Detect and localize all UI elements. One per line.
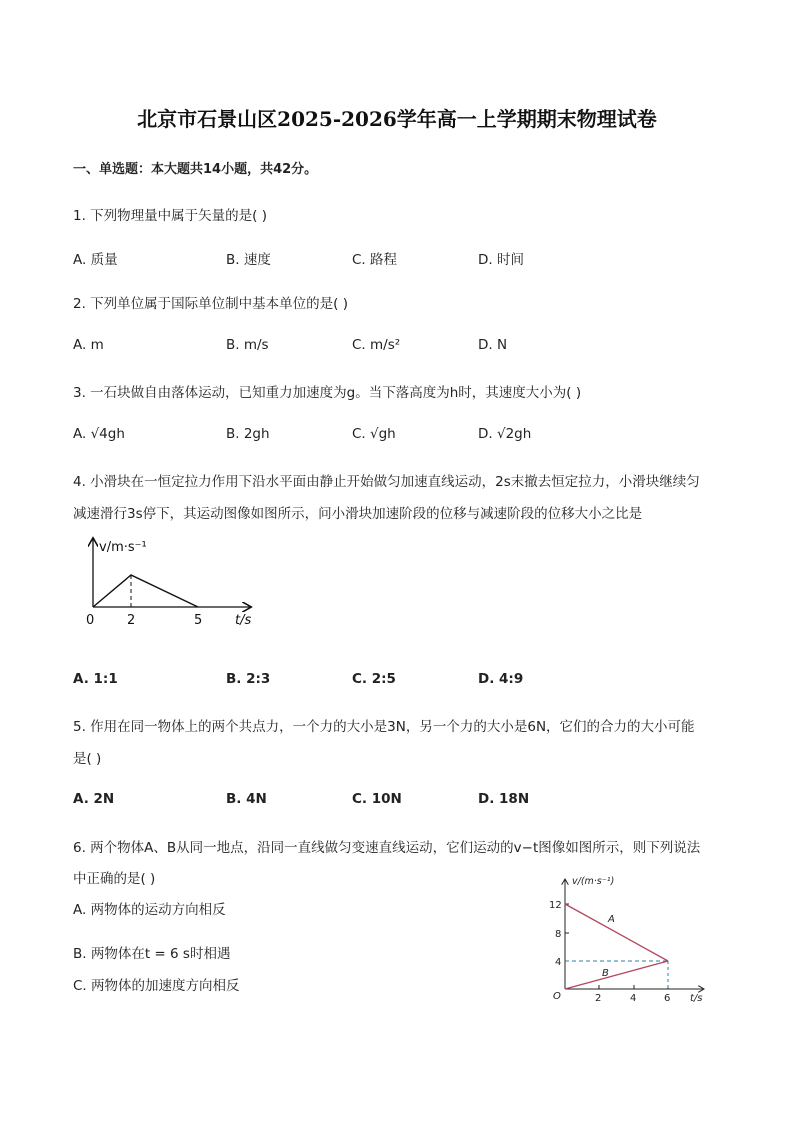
q4-velocity-line bbox=[93, 575, 198, 607]
q4-y-label: v/m·s⁻¹ bbox=[99, 540, 147, 555]
q6-label-a: A bbox=[608, 914, 615, 925]
question-2-stem: 2. 下列单位属于国际单位制中基本单位的是( ) bbox=[73, 296, 348, 312]
q6-xtick-label-6: 6 bbox=[664, 993, 671, 1004]
section-heading: 一、单选题：本大题共14小题，共42分。 bbox=[73, 162, 318, 177]
question-5-stem-line1: 5. 作用在同一物体上的两个共点力，一个力的大小是3N，另一个力的大小是6N，它们的合力的大小可能 bbox=[73, 719, 695, 735]
q6-line-b bbox=[565, 961, 668, 989]
q4-tick-label-2: 2 bbox=[127, 613, 136, 628]
q4-option-c[interactable]: C. 2:5 bbox=[352, 671, 396, 687]
question-5-stem-line2: 是( ) bbox=[73, 751, 102, 767]
q1-option-d[interactable]: D. 时间 bbox=[478, 252, 524, 268]
q4-origin-label: 0 bbox=[86, 613, 95, 628]
q2-option-a[interactable]: A. m bbox=[73, 337, 104, 353]
question-1-stem: 1. 下列物理量中属于矢量的是( ) bbox=[73, 208, 267, 224]
q6-line-a bbox=[565, 904, 668, 961]
question-4-stem-line1: 4. 小滑块在一恒定拉力作用下沿水平面由静止开始做匀加速直线运动，2s末撤去恒定拉力，小滑块继续匀 bbox=[73, 474, 700, 490]
q3-option-d[interactable]: D. √2gh bbox=[478, 426, 532, 442]
q1-option-c[interactable]: C. 路程 bbox=[352, 252, 398, 268]
q6-ytick-label-4: 4 bbox=[555, 957, 562, 968]
q3-option-a[interactable]: A. √4gh bbox=[73, 426, 125, 442]
question-6-stem-line1: 6. 两个物体A、B从同一地点，沿同一直线做匀变速直线运动，它们运动的v−t图像如图所示，则下列说法 bbox=[73, 840, 701, 856]
q5-option-b[interactable]: B. 4N bbox=[226, 791, 267, 807]
q6-ytick-label-12: 12 bbox=[549, 900, 562, 911]
q4-option-b[interactable]: B. 2:3 bbox=[226, 671, 271, 687]
q6-xtick-label-2: 2 bbox=[595, 993, 602, 1004]
page-title: 北京市石景山区2025-2026学年高一上学期期末物理试卷 bbox=[137, 107, 657, 131]
q6-vt-graph bbox=[548, 872, 718, 1007]
q6-x-label: t/s bbox=[690, 993, 703, 1004]
q5-option-d[interactable]: D. 18N bbox=[478, 791, 530, 807]
q6-option-b[interactable]: B. 两物体在t = 6 s时相遇 bbox=[73, 946, 231, 962]
q6-origin-label: O bbox=[553, 991, 561, 1002]
q2-option-d[interactable]: D. N bbox=[478, 337, 508, 353]
q6-option-c[interactable]: C. 两物体的加速度方向相反 bbox=[73, 978, 240, 994]
q1-option-a[interactable]: A. 质量 bbox=[73, 252, 118, 268]
q6-xtick-label-4: 4 bbox=[630, 993, 637, 1004]
question-4-stem-line2: 减速滑行3s停下，其运动图像如图所示，问小滑块加速阶段的位移与减速阶段的位移大小之比是 bbox=[73, 506, 643, 522]
q4-option-a[interactable]: A. 1:1 bbox=[73, 671, 118, 687]
q2-option-c[interactable]: C. m/s² bbox=[352, 337, 401, 353]
q5-option-a[interactable]: A. 2N bbox=[73, 791, 115, 807]
q4-x-label: t/s bbox=[235, 613, 252, 628]
question-6-stem-line2: 中正确的是( ) bbox=[73, 871, 156, 887]
q4-vt-graph bbox=[80, 535, 270, 630]
q6-option-a[interactable]: A. 两物体的运动方向相反 bbox=[73, 902, 226, 918]
q2-option-b[interactable]: B. m/s bbox=[226, 337, 269, 353]
q5-option-c[interactable]: C. 10N bbox=[352, 791, 402, 807]
q6-ytick-label-8: 8 bbox=[555, 929, 562, 940]
question-3-stem: 3. 一石块做自由落体运动，已知重力加速度为g。当下落高度为h时，其速度大小为( ) bbox=[73, 385, 582, 401]
q3-option-b[interactable]: B. 2gh bbox=[226, 426, 270, 442]
q6-label-b: B bbox=[602, 968, 609, 979]
q1-option-b[interactable]: B. 速度 bbox=[226, 252, 271, 268]
q6-y-label: v/(m·s⁻¹) bbox=[572, 876, 615, 887]
q4-tick-label-5: 5 bbox=[194, 613, 203, 628]
q3-option-c[interactable]: C. √gh bbox=[352, 426, 396, 442]
q4-option-d[interactable]: D. 4:9 bbox=[478, 671, 524, 687]
